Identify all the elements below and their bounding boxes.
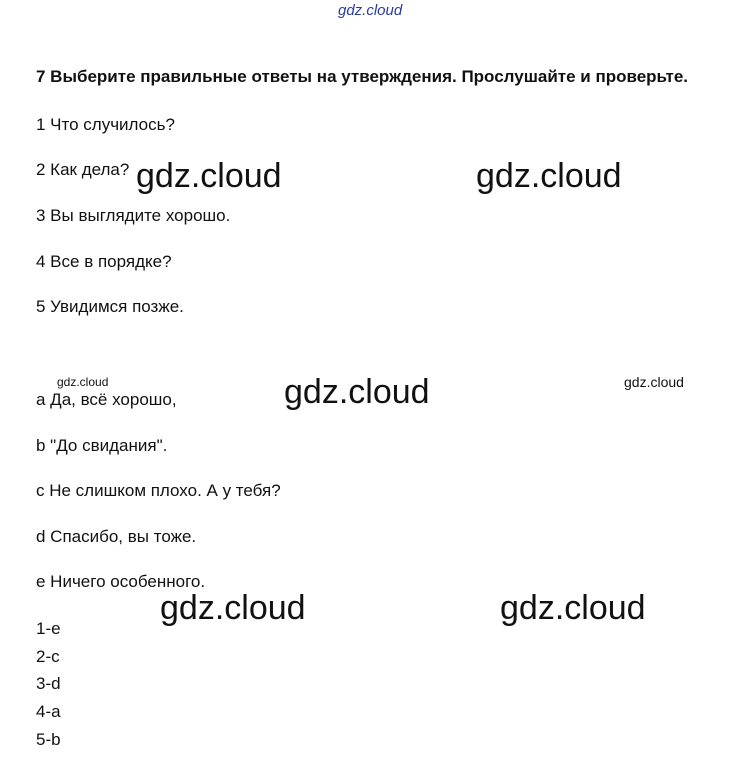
answer-5: 5-b [36, 730, 61, 749]
watermark-large: gdz.cloud [500, 589, 646, 627]
statement-3: 3 Вы выглядите хорошо. [36, 206, 231, 225]
watermark-top: gdz.cloud [338, 2, 403, 19]
response-c: c Не слишком плохо. А у тебя? [36, 481, 281, 500]
response-b: b "До свидания". [36, 436, 168, 455]
watermark-large: gdz.cloud [160, 589, 306, 627]
watermark-small: gdz.cloud [624, 374, 684, 390]
watermark-large: gdz.cloud [284, 373, 430, 411]
statement-4: 4 Все в порядке? [36, 252, 172, 271]
watermark-large: gdz.cloud [476, 157, 622, 195]
watermark-small: gdz.cloud [57, 375, 109, 389]
answer-4: 4-a [36, 702, 61, 721]
answer-3: 3-d [36, 674, 61, 693]
exercise-title: 7 Выберите правильные ответы на утверждения. Прослушайте и проверьте. [36, 67, 689, 86]
answer-2: 2-c [36, 647, 60, 666]
answer-1: 1-e [36, 619, 61, 638]
statement-1: 1 Что случилось? [36, 115, 175, 134]
response-d: d Спасибо, вы тоже. [36, 527, 197, 546]
response-e: e Ничего особенного. [36, 572, 206, 591]
statement-2: 2 Как дела? [36, 160, 130, 179]
statement-5: 5 Увидимся позже. [36, 297, 184, 316]
response-a: a Да, всё хорошо, [36, 390, 177, 409]
watermark-large: gdz.cloud [136, 157, 282, 195]
